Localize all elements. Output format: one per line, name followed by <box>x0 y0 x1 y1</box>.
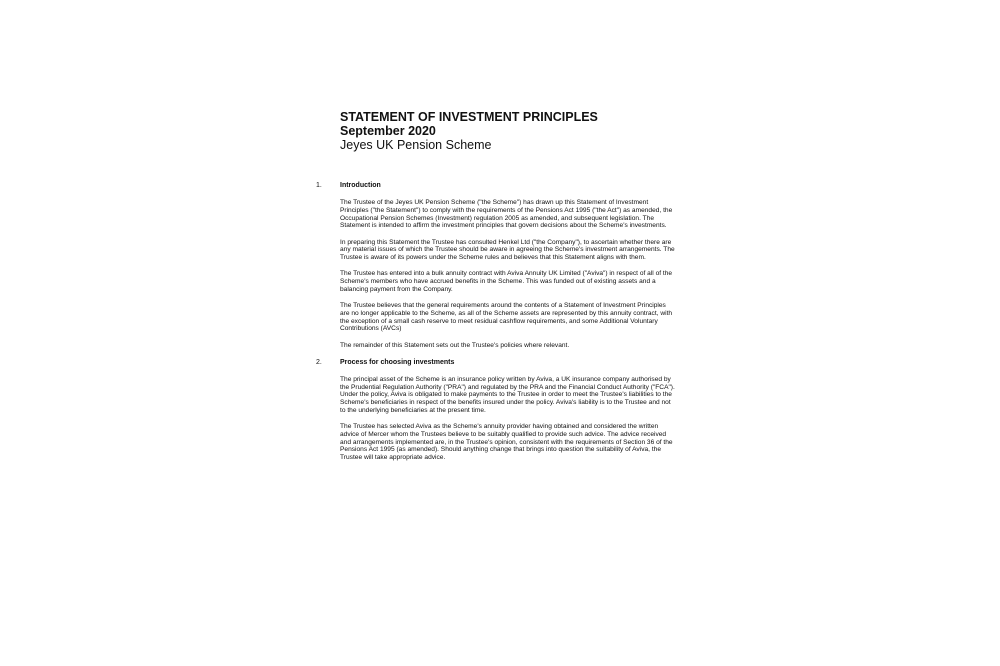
paragraph: The Trustee believes that the general requirements around the contents of a Statement of Investment Principles are no longer applicable to the Scheme, as all of the Scheme assets are represented by this annuity contract, with the exception of a small cash reserve to meet residual cashflow requirements, and some Additional Voluntary Contributions (AVCs) <box>340 302 673 333</box>
section-introduction <box>316 181 676 349</box>
section-heading <box>316 181 676 192</box>
document-date: September 2020 <box>340 124 436 138</box>
section-process <box>316 358 676 462</box>
section-heading <box>316 358 676 369</box>
paragraph: The Trustee of the Jeyes UK Pension Scheme ("the Scheme") has drawn up this Statement of Investment Principles ("the Statement") to comply with the requirements of the Pensions Act 1995 ("the Act") as amended, the Occupational Pension Schemes (Investment) regulation 2005 as amended, and subsequent legislation. The Statement is intended to affirm the investment principles that govern decisions about the Scheme's investments. <box>340 199 673 230</box>
scheme-name: Jeyes UK Pension Scheme <box>340 138 492 152</box>
document-title: STATEMENT OF INVESTMENT PRINCIPLES <box>340 110 598 124</box>
section-title: Process for choosing investments <box>340 358 455 366</box>
section-number: 1. <box>316 182 322 189</box>
paragraph: The remainder of this Statement sets out the Trustee's policies where relevant. <box>340 341 570 349</box>
section-number: 2. <box>316 358 322 366</box>
section-title: Introduction <box>340 182 381 189</box>
paragraph: The Trustee has selected Aviva as the Scheme's annuity provider having obtained and considered the written advice of Mercer whom the Trustees believe to be suitably qualified to provide such advice. The advice received and arrangements implemented are, in the Trustee's opinion, consistent with the requirements of Section 36 of the Pensions Act 1995 (as amended). Should anything change that brings into question the suitability of Aviva, the Trustee will take appropriate advice. <box>340 423 673 461</box>
paragraph: The principal asset of the Scheme is an insurance policy written by Aviva, a UK insurance company authorised by the Prudential Regulation Authority ("PRA") and regulated by the PRA and the Financial Conduct Authority ("FCA"). Under the policy, Aviva is obligated to make payments to the Trustee in order to meet the Trustee's liabilities to the Scheme's beneficiaries in respect of the benefits insured under the policy. Aviva's liability is to the Trustee and not to the underlying beneficiaries at the present time. <box>340 375 675 414</box>
document-body <box>316 181 676 470</box>
paragraph: The Trustee has entered into a bulk annuity contract with Aviva Annuity UK Limited ("Aviva") in respect of all of the Scheme's members who have accrued benefits in the Scheme. This was funded out of existing assets and a balancing payment from the Company. <box>340 270 673 293</box>
document-header <box>340 110 680 153</box>
paragraph: In preparing this Statement the Trustee has consulted Henkel Ltd ("the Company"), to ascertain whether there are any material issues of which the Trustee should be aware in agreeing the Scheme's investment arrangements. The Trustee is aware of its powers under the Scheme rules and believes that this Statement aligns with them. <box>340 238 675 261</box>
